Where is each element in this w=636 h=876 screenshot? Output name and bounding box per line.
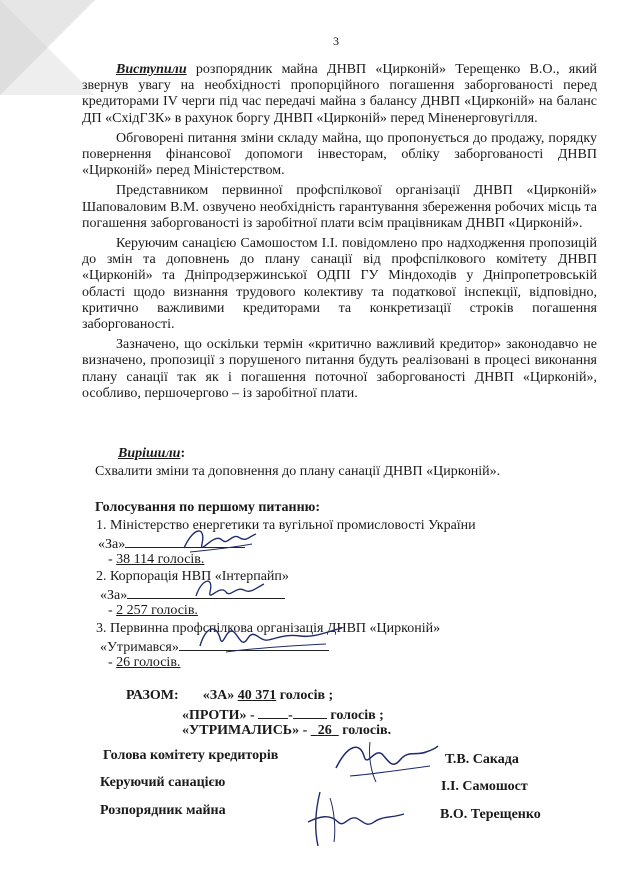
total-utr-unit: голосів. bbox=[338, 723, 392, 738]
vote-item-2-result bbox=[108, 603, 198, 619]
vote-item-2-label: «За» bbox=[100, 588, 128, 603]
handwritten-signature-2 bbox=[190, 572, 270, 608]
decision-colon: : bbox=[180, 446, 186, 461]
vote-item-1-dash: - bbox=[108, 552, 117, 567]
total-proty-unit: голосів ; bbox=[326, 708, 384, 723]
total-utr-value: 26 bbox=[317, 723, 332, 738]
total-utr-label: «УТРИМАЛИСЬ» - bbox=[182, 723, 311, 738]
signatory-3-name: В.О. Терещенко bbox=[440, 807, 541, 822]
vote-item-3-label: «Утримався» bbox=[100, 640, 179, 655]
paragraph-manager: Керуючим санацією Самошостом І.І. повідомлено про надходження пропозицій до змін та доповнень до плану санації від профспілкового комітету ДНВП «Цирконій» та Дніпродзержинської ОДПІ ГУ Міндоходів у Дніпропетровській області щодо визнання трудового колективу та податкової інспекції, відповідно, критично важливими кредиторами та конкретизації строків погашення заборгованості. bbox=[82, 236, 597, 333]
signatory-2-role: Керуючий санацією bbox=[100, 775, 226, 790]
total-za-value: 40 371 bbox=[237, 688, 277, 703]
signatory-1-name: Т.В. Сакада bbox=[445, 752, 519, 767]
voting-heading: Голосування по першому питанню: bbox=[95, 500, 321, 515]
page-number: 3 bbox=[333, 34, 339, 48]
handwritten-signature-3 bbox=[196, 618, 346, 660]
paragraph-discussed: Обговорені питання зміни складу майна, що пропонується до продажу, порядку повернення фінансової допомоги інвесторам, обліку заборгованості ДНВП «Цирконій» перед Міністерством. bbox=[82, 130, 597, 179]
total-row-za bbox=[126, 688, 333, 704]
vote-item-1-title: 1. Міністерство енергетики та вугільної промисловості України bbox=[96, 518, 476, 533]
speakers-label: Виступили bbox=[116, 62, 187, 77]
minutes-body bbox=[82, 62, 597, 406]
vote-item-2-count: 2 257 голосів. bbox=[116, 603, 198, 618]
paragraph-note: Зазначено, що оскільки термін «критично важливий кредитор» законодавчо не визначено, пропозиції з порушеного питання будуть реалізовані в процесі виконання плану санації так як і погашення поточної заборгованості ДНВП «Цирконій», особливо, першочергово – із заробітної плати. bbox=[82, 337, 597, 401]
vote-item-3-count: 26 голосів. bbox=[116, 655, 181, 670]
decision-heading bbox=[118, 446, 185, 462]
vote-item-3-result bbox=[108, 655, 180, 671]
total-za-unit: голосів ; bbox=[276, 688, 334, 703]
paragraph-union: Представником первинної профспілкової організації ДНВП «Цирконій» Шаповаловим В.М. озвучено необхідність гарантування збереження робочих місць та погашення заборгованості із заробітної плати всім працівникам ДНВП «Цирконій». bbox=[82, 183, 597, 231]
total-proty-blank-2 bbox=[293, 706, 327, 719]
paragraph-speakers bbox=[82, 62, 597, 127]
vote-item-1-label: «За» bbox=[98, 537, 126, 552]
signatory-2-name: І.І. Самошост bbox=[441, 779, 528, 794]
handwritten-signature-chair bbox=[330, 738, 440, 784]
decision-label: Вирішили bbox=[118, 446, 181, 461]
signatory-3-role: Розпорядник майна bbox=[100, 803, 226, 818]
page-fold-shadow bbox=[0, 0, 95, 95]
handwritten-signature-1 bbox=[180, 522, 260, 560]
handwritten-signature-manager bbox=[300, 788, 410, 852]
total-row-utr bbox=[182, 723, 391, 739]
total-proty-label: «ПРОТИ» - bbox=[182, 708, 259, 723]
vote-item-3-title: 3. Первинна профспілкова організація ДНВП «Цирконій» bbox=[96, 621, 441, 636]
vote-item-2-title: 2. Корпорація НВП «Інтерпайп» bbox=[96, 569, 289, 584]
total-row-proty: «ПРОТИ» - - голосів ; bbox=[182, 708, 384, 723]
total-proty-blank-1 bbox=[258, 706, 288, 719]
decision-text: Схвалити зміни та доповнення до плану санації ДНВП «Цирконій». bbox=[95, 464, 501, 479]
vote-item-2-dash: - bbox=[108, 603, 117, 618]
vote-item-1-count: 38 114 голосів. bbox=[116, 552, 205, 567]
total-label: РАЗОМ: bbox=[126, 688, 179, 703]
signatory-1-role: Голова комітету кредиторів bbox=[103, 748, 279, 763]
speakers-text: розпорядник майна ДНВП «Цирконій» Терещенко В.О., який звернув увагу на необхідності пропорційного погашення заборгованості перед кредиторами IV черги під час передачі майна з балансу ДНВП «Цирконій» на баланс ДП «СхідГЗК» в рахунок боргу ДНВП «Цирконій» перед Міненерговугілля. bbox=[82, 62, 597, 126]
total-za-label: «ЗА» bbox=[202, 688, 235, 703]
vote-item-3-dash: - bbox=[108, 655, 117, 670]
